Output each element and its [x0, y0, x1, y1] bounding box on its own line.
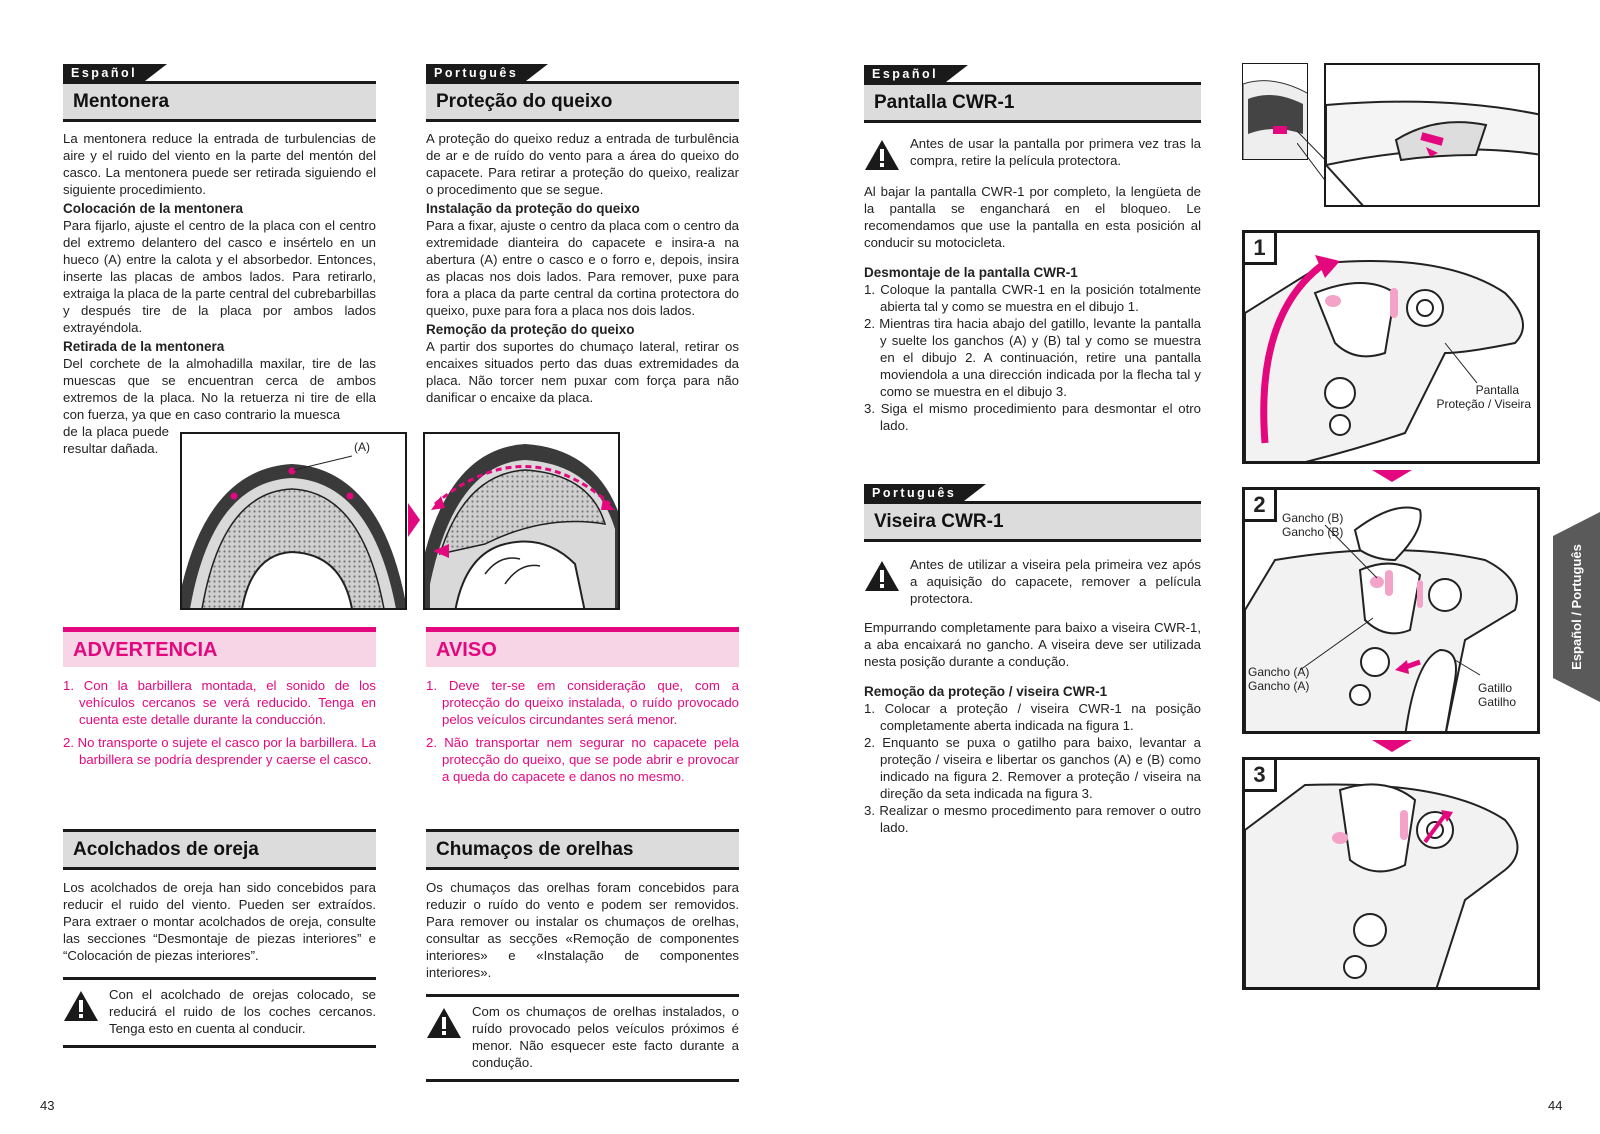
figure-number: 3 — [1245, 760, 1277, 792]
subheading: Colocación de la mentonera — [63, 201, 244, 216]
language-tag: Español — [864, 65, 946, 82]
subheading: Retirada de la mentonera — [63, 339, 225, 354]
paragraph: Los acolchados de oreja han sido concebidos para reducir el ruido del viento. Pueden ser extraídos. Para extraer o montar acolchados de oreja, consulte las secciones “Desmontaje de piezas interiores” e “Colocación de piezas interiores”. — [63, 880, 376, 963]
figure-label-a: (A) — [354, 440, 370, 454]
subheading: Instalação da proteção do queixo — [426, 201, 640, 216]
left-col-portuguese-lower — [426, 627, 739, 785]
warning-triangle-icon — [864, 139, 900, 171]
helmet-chin-illustration — [182, 434, 407, 610]
warning-triangle-icon — [426, 1007, 462, 1039]
figure-label: Gancho (A) — [1248, 665, 1310, 679]
language-tag: Español — [63, 64, 145, 81]
next-arrow-icon — [408, 503, 420, 537]
left-col-spanish-ear — [63, 829, 376, 1048]
warning-triangle-icon — [63, 990, 99, 1022]
left-col-spanish — [63, 64, 376, 457]
right-col-portuguese — [864, 484, 1201, 836]
step-item: 2. Mientras tira hacia abajo del gatillo, levante la pantalla y suelte los ganchos (A) y (B) tal y como se muestra en el dibujo 2. A continuación, retire una pantalla moviendola a una dirección indicada por la flecha tal y como se muestra en el dibujo 3. — [864, 316, 1201, 399]
warning-item: 1. Deve ter-se em consideração que, com a protecção do queixo instalada, o ruído provocado pelos veículos circundantes será menor. — [426, 678, 739, 727]
step-item: 3. Realizar o mesmo procedimento para remover o outro lado. — [864, 803, 1201, 835]
figure-label: Gancho (A) — [1248, 679, 1310, 693]
visor-removal-illustration — [1245, 760, 1540, 990]
warning-item: 2. No transporte o sujete el casco por la barbillera. La barbillera se podría desprender y caerse el casco. — [63, 735, 377, 767]
caution-box — [864, 135, 1201, 171]
step-item: 1. Coloque la pantalla CWR-1 en la posición totalmente abierta tal y como se muestra en el dibujo 1. — [864, 282, 1201, 314]
figure-label: Gatillo — [1478, 681, 1513, 695]
warning-item: 1. Con la barbillera montada, el sonido de los vehículos cercanos se verá reducido. Tenga en cuenta este detalle durante la conducción. — [63, 678, 376, 727]
visor-open-illustration — [1245, 233, 1540, 464]
section-heading: Proteção do queixo — [426, 81, 739, 119]
steps-list — [864, 700, 1201, 836]
paragraph: A partir dos suportes do chumaço lateral, retirar os encaixes situados perto das duas extremidades da placa. Não torcer nem puxar com força para não danificar o encaixe da placa. — [426, 339, 739, 405]
figure-label: Proteção / Viseira — [1436, 397, 1531, 411]
chin-curtain-figure-b — [423, 432, 620, 610]
visor-lock-closeup-illustration — [1326, 65, 1540, 207]
warning-heading: AVISO — [426, 627, 739, 667]
section-heading: Chumaços de orelhas — [426, 829, 739, 867]
subheading: Remoção da proteção / viseira CWR-1 — [864, 684, 1108, 699]
figure-3-remove-visor — [1242, 757, 1540, 990]
left-col-spanish-lower — [63, 627, 376, 768]
paragraph: A proteção do queixo reduz a entrada de turbulência de ar e de ruído do vento para a área do queixo do capacete. Para retirar a proteção do queixo, realizar o procedimento que se segue. — [426, 131, 739, 197]
down-arrow-icon — [1372, 470, 1412, 482]
side-tab-label: Español / Português — [1569, 544, 1584, 670]
figure-label: Gancho (B) — [1282, 525, 1344, 539]
figure-label: Pantalla — [1475, 383, 1519, 397]
figure-number: 1 — [1245, 233, 1277, 265]
figure-number: 2 — [1245, 490, 1277, 522]
steps-list — [864, 281, 1201, 434]
section-heading: Acolchados de oreja — [63, 829, 376, 867]
step-item: 3. Siga el mismo procedimiento para desmontar el otro lado. — [864, 401, 1201, 433]
language-tag: Português — [426, 64, 526, 81]
warning-heading: ADVERTENCIA — [63, 627, 376, 667]
paragraph: Para a fixar, ajuste o centro da placa com o centro da extremidade dianteira do capacete e insira-a na abertura (A) entre o casco e o forro e, depois, insira as placas nos dois lados. Para remover, puxe para fora a placa da parte central da cortina protectora do queixo, puxe para fora a placa nos dois lados. — [426, 218, 739, 318]
caution-box — [864, 556, 1201, 607]
right-col-spanish — [864, 65, 1201, 434]
figure-2-release-hooks — [1242, 487, 1540, 734]
caution-box — [426, 1003, 739, 1071]
paragraph: Para fijarlo, ajuste el centro de la placa con el centro del extremo delantero del casco e insértelo en un hueco (A) entre la calota y el absorbedor. Entonces, inserte las placas de ambos lados. Para retirarlo, extraiga la placa de la parte central del cubrebarbillas y después tire de la placa por ambos lados extrayéndola. — [63, 218, 376, 335]
subheading: Desmontaje de la pantalla CWR-1 — [864, 265, 1078, 280]
left-col-portuguese-ear — [426, 829, 739, 1082]
step-item: 2. Enquanto se puxa o gatilho para baixo, levantar a proteção / viseira e libertar os ganchos (A) e (B) como indicado na figura 2. Remover a proteção / viseira na direção da seta indicada na figura 3. — [864, 735, 1201, 801]
chin-curtain-figure-a — [180, 432, 407, 610]
warning-item: 2. Não transportar nem segurar no capacete pela protecção do queixo, que se pode abrir e provocar a queda do capacete e danos no mesmo. — [426, 735, 739, 784]
page-number-left: 43 — [40, 1098, 55, 1113]
figure-label: Gancho (B) — [1282, 511, 1344, 525]
caution-text: Com os chumaços de orelhas instalados, o ruído provocado pelos veículos próximos é menor. Não esquecer este facto durante a condução. — [472, 1004, 739, 1070]
paragraph: Del corchete de la almohadilla maxilar, tire de las muescas que se encuentran cerca de ambos extremos de la placa. No la retuerza ni tire de ella con fuerza, ya que en caso contrario la muesca — [63, 356, 376, 422]
paragraph: Al bajar la pantalla CWR-1 por completo, la lengüeta de la pantalla se enganchará en el bloqueo. Le recomendamos que use la pantalla en esta posición al conducir su motocicleta. — [864, 184, 1201, 250]
section-heading: Mentonera — [63, 81, 376, 119]
caution-text: Con el acolchado de orejas colocado, se reducirá el ruido de los coches cercanos. Tenga esto en cuenta al conducir. — [109, 987, 376, 1036]
page-number-right: 44 — [1548, 1098, 1563, 1113]
figure-label: Gatilho — [1478, 695, 1517, 709]
section-heading: Viseira CWR-1 — [864, 501, 1201, 539]
paragraph: Os chumaços das orelhas foram concebidos para reduzir o ruído do vento e podem ser removidos. Para remover ou instalar os chumaços de orelhas, consultar as secções «Remoção de componentes interiores» e «Instalação de componentes interiores». — [426, 880, 739, 980]
caution-box — [63, 986, 376, 1037]
figure-1-open-position — [1242, 230, 1540, 464]
warning-triangle-icon — [864, 560, 900, 592]
left-col-portuguese — [426, 64, 739, 406]
step-item: 1. Colocar a proteção / viseira CWR-1 na posição completamente aberta indicada na figura 1. — [864, 701, 1201, 733]
paragraph: Empurrando completamente para baixo a viseira CWR-1, a aba encaixará no gancho. A viseira deve ser utilizada nesta posição durante a condução. — [864, 620, 1201, 669]
warning-list — [63, 677, 376, 768]
down-arrow-icon — [1372, 740, 1412, 752]
section-heading: Pantalla CWR-1 — [864, 82, 1201, 120]
caution-text: Antes de utilizar a viseira pela primeira vez após a aquisição do capacete, remover a película protectora. — [910, 557, 1201, 606]
paragraph: La mentonera reduce la entrada de turbulencias de aire y el ruido del viento en la parte del mentón del casco. La mentonera puede ser retirada siguiendo el siguiente procedimiento. — [63, 131, 376, 197]
warning-list — [426, 677, 739, 785]
helmet-chin-removal-illustration — [425, 434, 620, 610]
caution-text: Antes de usar la pantalla por primera vez tras la compra, retire la película protectora. — [910, 136, 1201, 168]
language-tag: Português — [864, 484, 964, 501]
lock-closeup-figure — [1324, 63, 1540, 207]
paragraph-tail: de la placa puede resultar dañada. — [63, 424, 169, 456]
subheading: Remoção da proteção do queixo — [426, 322, 635, 337]
